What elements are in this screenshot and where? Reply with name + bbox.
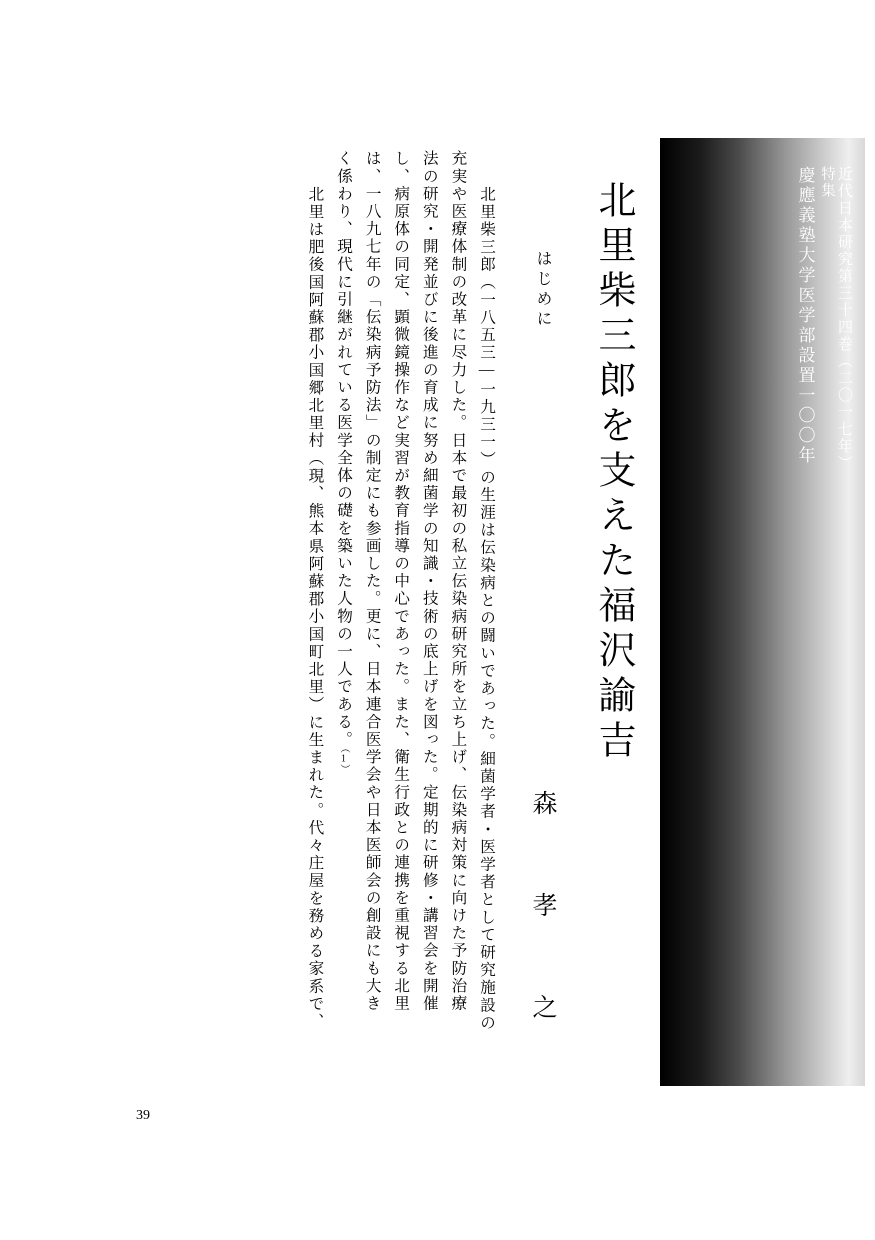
body-column-text: く係わり、現代に引継がれている医学全体の礎を築いた人物の一人である。	[335, 150, 353, 749]
feature-label-text: 特集	[819, 166, 835, 199]
footnote-marker: （1）	[338, 748, 350, 775]
section-heading: はじめに	[534, 250, 551, 330]
page-number: 39	[136, 1108, 150, 1123]
author-name: 森 孝 之	[529, 790, 556, 1045]
journal-volume-text: 近代日本研究第三十四巻（二〇一七年）	[836, 166, 852, 472]
feature-title-text: 慶應義塾大学医学部設置一〇〇年	[795, 166, 815, 466]
body-column: 北里は肥後国阿蘇郡小国郷北里村（現、熊本県阿蘇郡小国町北里）に生まれた。代々庄屋を務める家系で、	[306, 168, 324, 1031]
body-column-with-note	[335, 150, 351, 1080]
body-column: は、一八九七年の「伝染病予防法」の制定にも参画した。更に、日本連合医学会や日本医師会の創設にも大き	[363, 150, 381, 1013]
body-column: し、病原体の同定、顕微鏡操作など実習が教育指導の中心であった。また、衛生行政との連携を重視する北里	[392, 150, 410, 1013]
body-column: 充実や医療体制の改革に尽力した。日本で最初の私立伝染病研究所を立ち上げ、伝染病対策に向けた予防治療	[449, 150, 467, 1013]
page-title: 北里柴三郎を支えた福沢諭吉	[592, 180, 634, 765]
body-column: 法の研究・開発並びに後進の育成に努め細菌学の知識・技術の底上げを図った。定期的に研修・講習会を開催	[420, 150, 438, 1013]
journal-banner	[660, 138, 865, 1086]
body-column: 北里柴三郎（一八五三―一九三一）の生涯は伝染病との闘いであった。細菌学者・医学者として研究施設の	[478, 168, 495, 1032]
body-text-area	[120, 150, 550, 1080]
